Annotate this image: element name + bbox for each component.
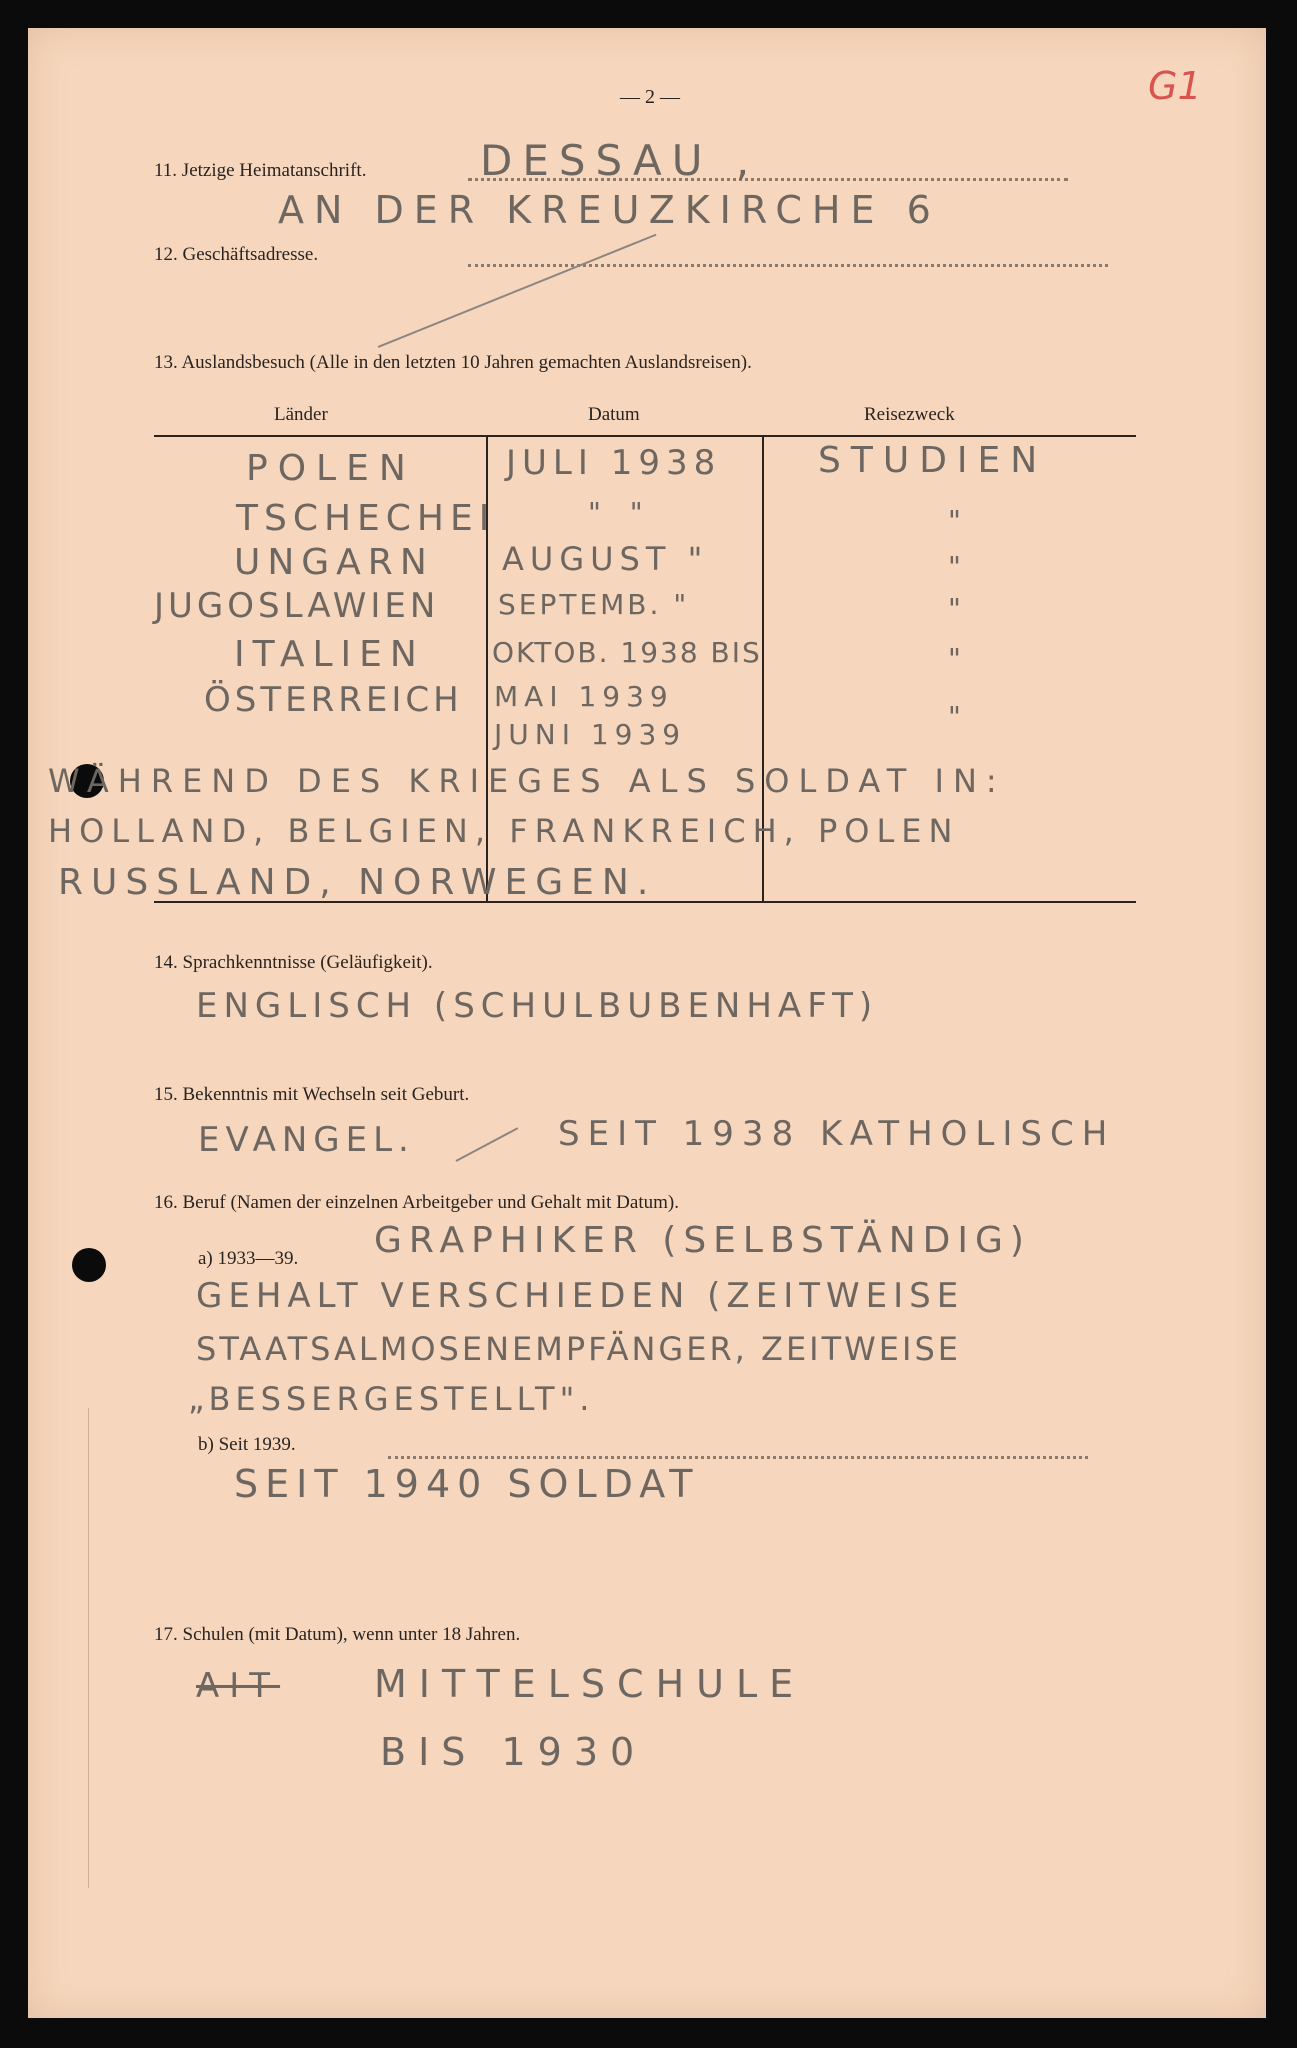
q11-label: 11. Jetzige Heimatanschrift. [154,160,367,181]
q13-header-datum: Datum [588,404,640,425]
q17-answer-line2: BIS 1930 [380,1730,647,1774]
q16-b-answer: SEIT 1940 SOLDAT [234,1462,700,1506]
q13-row5-land: ITALIEN [234,634,425,675]
q13-row2-land: TSCHECHEI [236,498,496,539]
q15-label: 15. Bekenntnis mit Wechseln seit Geburt. [154,1084,470,1105]
q13-row1-datum: JULI 1938 [506,443,722,483]
q13-row2-zweck: " [948,504,971,537]
q16-b-label: b) Seit 1939. [198,1434,296,1455]
q13-row4-zweck: " [948,592,971,625]
q16-a-label: a) 1933—39. [198,1248,299,1269]
q13-row4-datum: SEPTEMB. " [498,588,690,621]
q16-label: 16. Beruf (Namen der einzelnen Arbeitgeber und Gehalt mit Datum). [154,1192,679,1213]
q11-answer-line1: DESSAU , [480,136,760,185]
q13-row3-datum: AUGUST " [502,540,709,578]
q15-answer-before: EVANGEL. [198,1120,415,1160]
q13-row7-datum: JUNI 1939 [494,718,687,751]
q11-answer-line2: AN DER KREUZKIRCHE 6 [278,188,941,232]
q13-row3-zweck: " [948,550,971,583]
page-number: — 2 — [620,86,680,108]
q15-answer-after: SEIT 1938 KATHOLISCH [558,1114,1116,1154]
q13-row1-zweck: STUDIEN [818,440,1048,481]
q13-row1-land: POLEN [246,448,416,489]
q12-label: 12. Geschäftsadresse. [154,244,319,265]
q12-strike-line [378,234,657,348]
q12-dotted-line [468,264,1108,267]
q13-row4-land: JUGOSLAWIEN [154,586,440,626]
q16-b-dotted-line [388,1456,1088,1459]
q13-row6-zweck: " [948,700,971,733]
q13-header-reisezweck: Reisezweck [864,404,955,425]
q13-row3-land: UNGARN [234,542,434,583]
q17-label: 17. Schulen (mit Datum), wenn unter 18 Jahren. [154,1624,521,1645]
q13-note-line2: HOLLAND, BELGIEN, FRANKREICH, POLEN [48,812,960,850]
q13-label: 13. Auslandsbesuch (Alle in den letzten 10 Jahren gemachten Auslandsreisen). [154,352,752,373]
q17-struck-text: AIT [196,1666,281,1706]
q13-row2-datum: " " [588,496,653,529]
q14-label: 14. Sprachkenntnisse (Geläufigkeit). [154,952,433,973]
q17-answer-line1: MITTELSCHULE [374,1662,806,1706]
q15-slash [456,1127,519,1162]
q16-a-line4: „BESSERGESTELLT". [188,1380,595,1418]
left-margin-crease [88,1408,89,1888]
document-page [28,28,1266,2018]
q13-note-line3: RUSSLAND, NORWEGEN. [58,862,657,903]
q13-row6-datum: MAI 1939 [494,680,674,713]
q16-a-line2: GEHALT VERSCHIEDEN (ZEITWEISE [196,1276,965,1316]
q16-a-line1: GRAPHIKER (SELBSTÄNDIG) [374,1220,1031,1261]
q13-row6-land: ÖSTERREICH [204,680,463,720]
q14-answer: ENGLISCH (SCHULBUBENHAFT) [196,986,879,1026]
q13-row5-datum: OKTOB. 1938 BIS [492,636,762,669]
punch-hole-bottom [72,1248,106,1282]
q13-header-laender: Länder [274,404,328,425]
q13-table-top-rule [154,435,1136,437]
q13-row5-zweck: " [948,642,971,675]
corner-mark: G1 [1148,64,1202,108]
q16-a-line3: STAATSALMOSENEMPFÄNGER, ZEITWEISE [196,1330,961,1368]
q13-note-line1: WÄHREND DES KRIEGES ALS SOLDAT IN: [48,762,1006,800]
